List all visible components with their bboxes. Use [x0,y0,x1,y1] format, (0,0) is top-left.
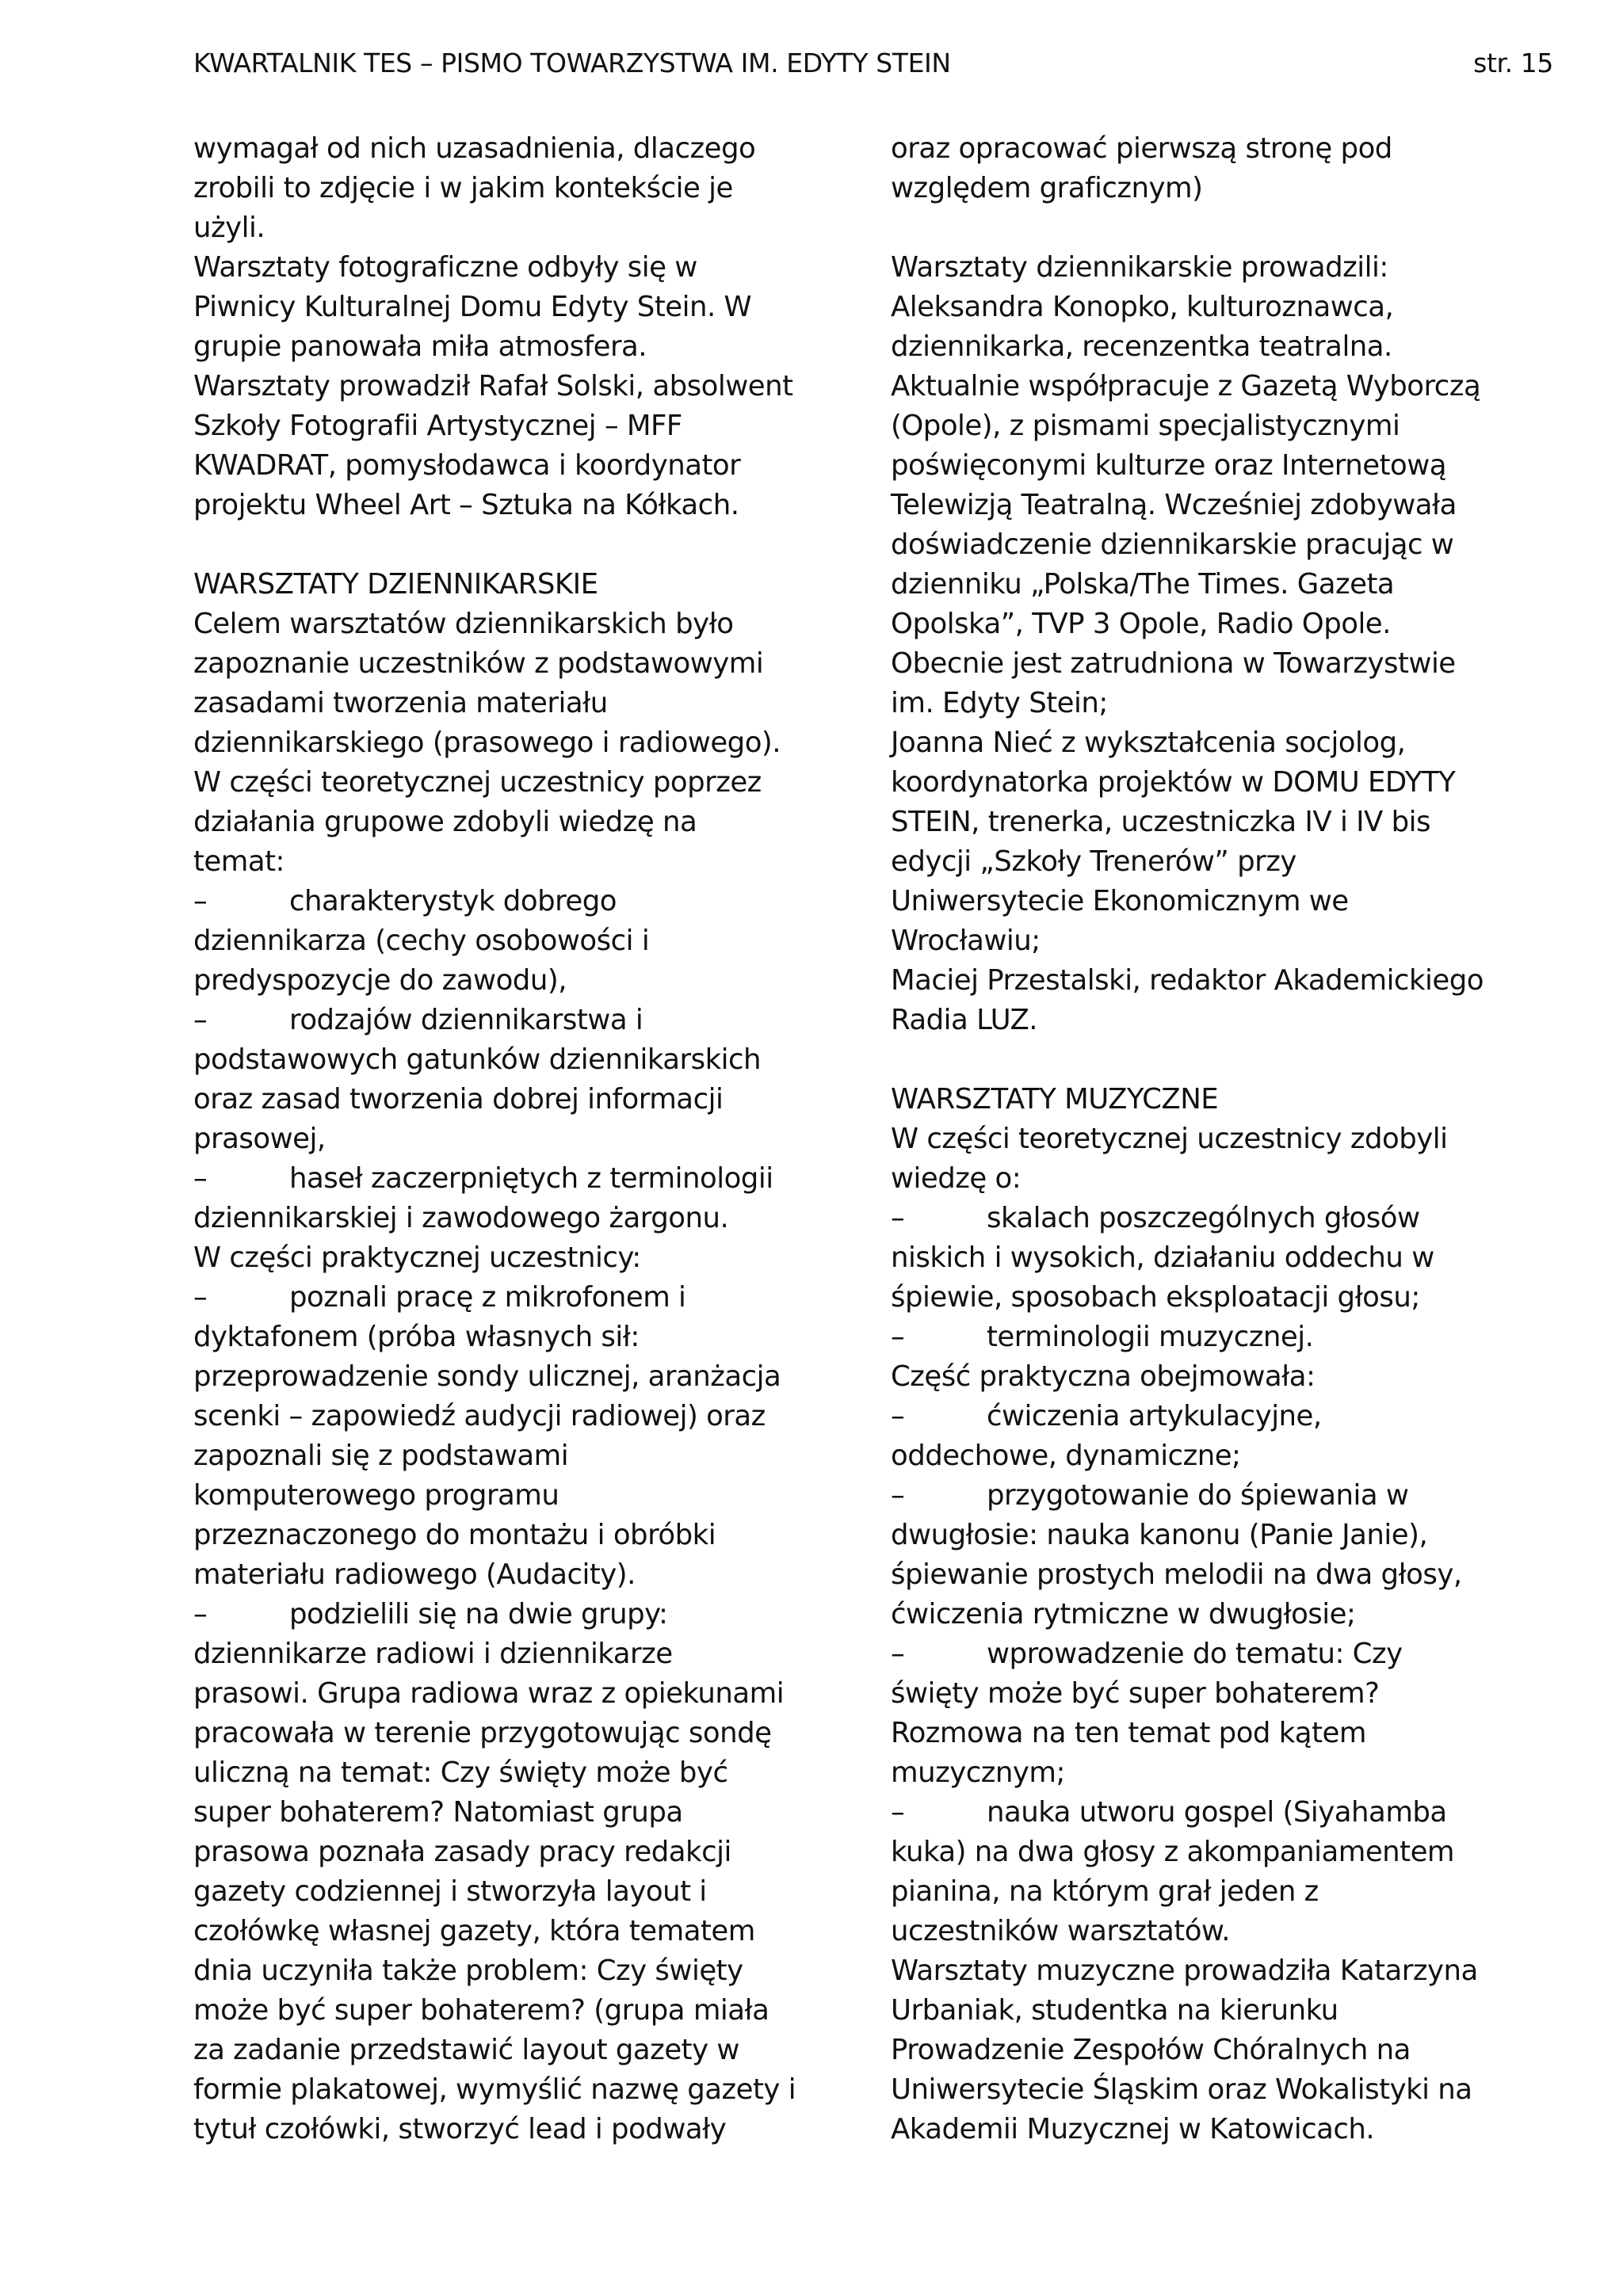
text-line: pracowała w terenie przygotowując sondę [193,1717,772,1749]
text-line: Urbaniak, studentka na kierunku [891,1994,1338,2027]
text-line: Radia LUZ. [891,1004,1038,1036]
text-line: Piwnicy Kulturalnej Domu Edyty Stein. W [193,291,752,323]
text-line: dnia uczyniła także problem: Czy święty [193,1955,743,1987]
music-theory-list [891,1199,1553,1357]
text-line: Warsztaty dziennikarskie prowadzili: [891,251,1388,284]
left-column [193,129,819,2149]
text-line: kuka) na dwa głosy z akompaniamentem [891,1836,1454,1868]
photo-workshop-paragraph [193,129,819,525]
right-column [891,129,1553,2149]
text-line: Telewizją Teatralną. Wcześniej zdobywała [891,489,1457,521]
paragraph-spacer [891,208,1553,248]
text-line: może być super bohaterem? (grupa miała [193,1994,769,2027]
list-dash: – [891,1400,905,1432]
text-line: oddechowe, dynamiczne; [891,1440,1241,1472]
text-line: muzycznym; [891,1756,1065,1789]
text-line: Aleksandra Konopko, kulturoznawca, [891,291,1394,323]
text-line: dziennikarza (cechy osobowości i [193,925,650,957]
text-line: Warsztaty fotograficzne odbyły się w [193,251,697,284]
paragraph-spacer [193,525,819,565]
text-line: komputerowego programu [193,1479,559,1512]
text-line: dziennikarka, recenzentka teatralna. [891,330,1392,363]
text-line: zapoznanie uczestników z podstawowymi [193,647,764,680]
text-line: wiedzę o: [891,1162,1022,1195]
journal-title: KWARTALNIK TES – PISMO TOWARZYSTWA IM. EDYTY STEIN [193,48,951,78]
text-line: wymagał od nich uzasadnienia, dlaczego [193,132,756,165]
text-line: przygotowanie do śpiewania w [987,1479,1409,1512]
text-line: święty może być super bohaterem? [891,1677,1380,1710]
text-line: oraz opracować pierwszą stronę pod [891,132,1392,165]
journalism-intro [193,605,819,882]
text-line: gazety codziennej i stworzyła layout i [193,1875,707,1908]
text-line: nauka utworu gospel (Siyahamba [987,1796,1447,1829]
text-line: Uniwersytecie Ekonomicznym we [891,885,1349,917]
list-item [891,1634,1553,1793]
text-line: W części teoretycznej uczestnicy zdobyli [891,1123,1448,1155]
music-practice-list [891,1397,1553,1951]
text-line: wprowadzenie do tematu: Czy [987,1638,1403,1670]
text-line: Uniwersytecie Śląskim oraz Wokalistyki na [891,2073,1472,2106]
section-heading-journalism: WARSZTATY DZIENNIKARSKIE [193,568,598,601]
list-dash: – [891,1796,905,1829]
text-line: projektu Wheel Art – Sztuka na Kółkach. [193,489,739,521]
text-line: podstawowych gatunków dziennikarskich [193,1043,762,1076]
text-line: przeznaczonego do montażu i obróbki [193,1519,716,1551]
text-line: dwugłosie: nauka kanonu (Panie Janie), [891,1519,1428,1551]
page-header [193,48,1553,87]
journalism-practice-intro: W części praktycznej uczestnicy: [193,1241,641,1274]
text-line: śpiewie, sposobach eksploatacji głosu; [891,1281,1420,1314]
text-line: formie plakatowej, wymyślić nazwę gazety i [193,2073,796,2106]
text-line: dyktafonem (próba własnych sił: [193,1321,640,1353]
text-line: terminologii muzycznej. [987,1321,1314,1353]
list-item [891,1476,1553,1634]
list-dash: – [891,1638,905,1670]
text-line: scenki – zapowiedź audycji radiowej) oraz [193,1400,766,1432]
text-line: uczestników warsztatów. [891,1915,1230,1947]
text-line: niskich i wysokich, działaniu oddechu w [891,1241,1434,1274]
list-item [193,1595,819,2149]
text-line: dziennikarze radiowi i dziennikarze [193,1638,673,1670]
text-line: użyli. [193,212,265,244]
text-line: edycji „Szkoły Trenerów” przy [891,845,1296,878]
journalism-instructors-paragraph [891,248,1553,1040]
text-line: dziennikarskiej i zawodowego żargonu. [193,1202,729,1234]
list-item [891,1793,1553,1951]
text-line: poświęconymi kulturze oraz Internetową [891,449,1447,482]
text-line: pianina, na którym grał jeden z [891,1875,1319,1908]
text-line: haseł zaczerpniętych z terminologii [289,1162,773,1195]
text-line: prasowej, [193,1123,326,1155]
text-line: dzienniku „Polska/The Times. Gazeta [891,568,1395,601]
text-line: zrobili to zdjęcie i w jakim kontekście je [193,172,733,204]
music-instructor-paragraph [891,1951,1553,2149]
text-line: Prowadzenie Zespołów Chóralnych na [891,2034,1411,2066]
text-line: Obecnie jest zatrudniona w Towarzystwie [891,647,1456,680]
text-line: skalach poszczególnych głosów [987,1202,1420,1234]
list-item [193,1001,819,1159]
music-practice-intro: Część praktyczna obejmowała: [891,1360,1316,1393]
text-line: (Opole), z pismami specjalistycznymi [891,410,1400,442]
text-line: działania grupowe zdobyli wiedzę na [193,806,697,838]
text-line: Wrocławiu; [891,925,1041,957]
text-line: ćwiczenia artykulacyjne, [987,1400,1322,1432]
list-dash: – [193,1598,208,1630]
page-number: str. 15 [1473,48,1553,78]
list-item [891,1397,1553,1476]
list-item [891,1199,1553,1318]
list-dash: – [891,1202,905,1234]
list-item [193,1159,819,1238]
text-line: przeprowadzenie sondy ulicznej, aranżacja [193,1360,781,1393]
paragraph-spacer [891,1040,1553,1080]
text-line: prasowa poznała zasady pracy redakcji [193,1836,731,1868]
section-heading-music: WARSZTATY MUZYCZNE [891,1083,1219,1116]
list-dash: – [193,1281,208,1314]
list-item [193,1278,819,1595]
journalism-practice-list [193,1278,819,2149]
list-dash: – [193,885,208,917]
text-line: zasadami tworzenia materiału [193,687,608,719]
text-line: oraz zasad tworzenia dobrej informacji [193,1083,724,1116]
text-line: charakterystyk dobrego [289,885,617,917]
text-line: materiału radiowego (Audacity). [193,1558,636,1591]
continuation-paragraph [891,129,1553,208]
text-line: KWADRAT, pomysłodawca i koordynator [193,449,741,482]
text-line: predyspozycje do zawodu), [193,964,567,997]
list-dash: – [193,1004,208,1036]
list-dash: – [193,1162,208,1195]
text-line: W części teoretycznej uczestnicy poprzez [193,766,762,799]
text-line: Aktualnie współpracuje z Gazetą Wyborczą [891,370,1481,402]
text-line: grupie panowała miła atmosfera. [193,330,647,363]
text-line: doświadczenie dziennikarskie pracując w [891,528,1454,561]
text-line: Szkoły Fotografii Artystycznej – MFF [193,410,682,442]
text-line: dziennikarskiego (prasowego i radiowego). [193,727,781,759]
text-line: Akademii Muzycznej w Katowicach. [891,2113,1375,2145]
list-item [193,882,819,1001]
text-line: koordynatorka projektów w DOMU EDYTY [891,766,1456,799]
text-line: Celem warsztatów dziennikarskich było [193,608,734,640]
text-line: tytuł czołówki, stworzyć lead i podwały [193,2113,727,2145]
text-line: Warsztaty muzyczne prowadziła Katarzyna [891,1955,1478,1987]
text-line: Maciej Przestalski, redaktor Akademickiego [891,964,1484,997]
text-line: super bohaterem? Natomiast grupa [193,1796,683,1829]
text-line: za zadanie przedstawić layout gazety w [193,2034,739,2066]
text-line: im. Edyty Stein; [891,687,1108,719]
text-line: rodzajów dziennikarstwa i [289,1004,643,1036]
text-line: STEIN, trenerka, uczestniczka IV i IV bis [891,806,1431,838]
list-item [891,1318,1553,1357]
list-dash: – [891,1321,905,1353]
text-line: Opolska”, TVP 3 Opole, Radio Opole. [891,608,1391,640]
text-line: względem graficznym) [891,172,1203,204]
list-dash: – [891,1479,905,1512]
music-intro [891,1119,1553,1199]
text-line: zapoznali się z podstawami [193,1440,569,1472]
text-line: Joanna Nieć z wykształcenia socjolog, [891,727,1406,759]
text-line: uliczną na temat: Czy święty może być [193,1756,728,1789]
text-line: podzielili się na dwie grupy: [289,1598,668,1630]
text-line: czołówkę własnej gazety, która tematem [193,1915,755,1947]
text-line: temat: [193,845,285,878]
text-line: poznali pracę z mikrofonem i [289,1281,686,1314]
text-line: prasowi. Grupa radiowa wraz z opiekunami [193,1677,785,1710]
text-line: Rozmowa na ten temat pod kątem [891,1717,1366,1749]
text-line: śpiewanie prostych melodii na dwa głosy, [891,1558,1462,1591]
journalism-theory-list [193,882,819,1238]
text-line: ćwiczenia rytmiczne w dwugłosie; [891,1598,1356,1630]
text-line: Warsztaty prowadził Rafał Solski, absolwent [193,370,793,402]
